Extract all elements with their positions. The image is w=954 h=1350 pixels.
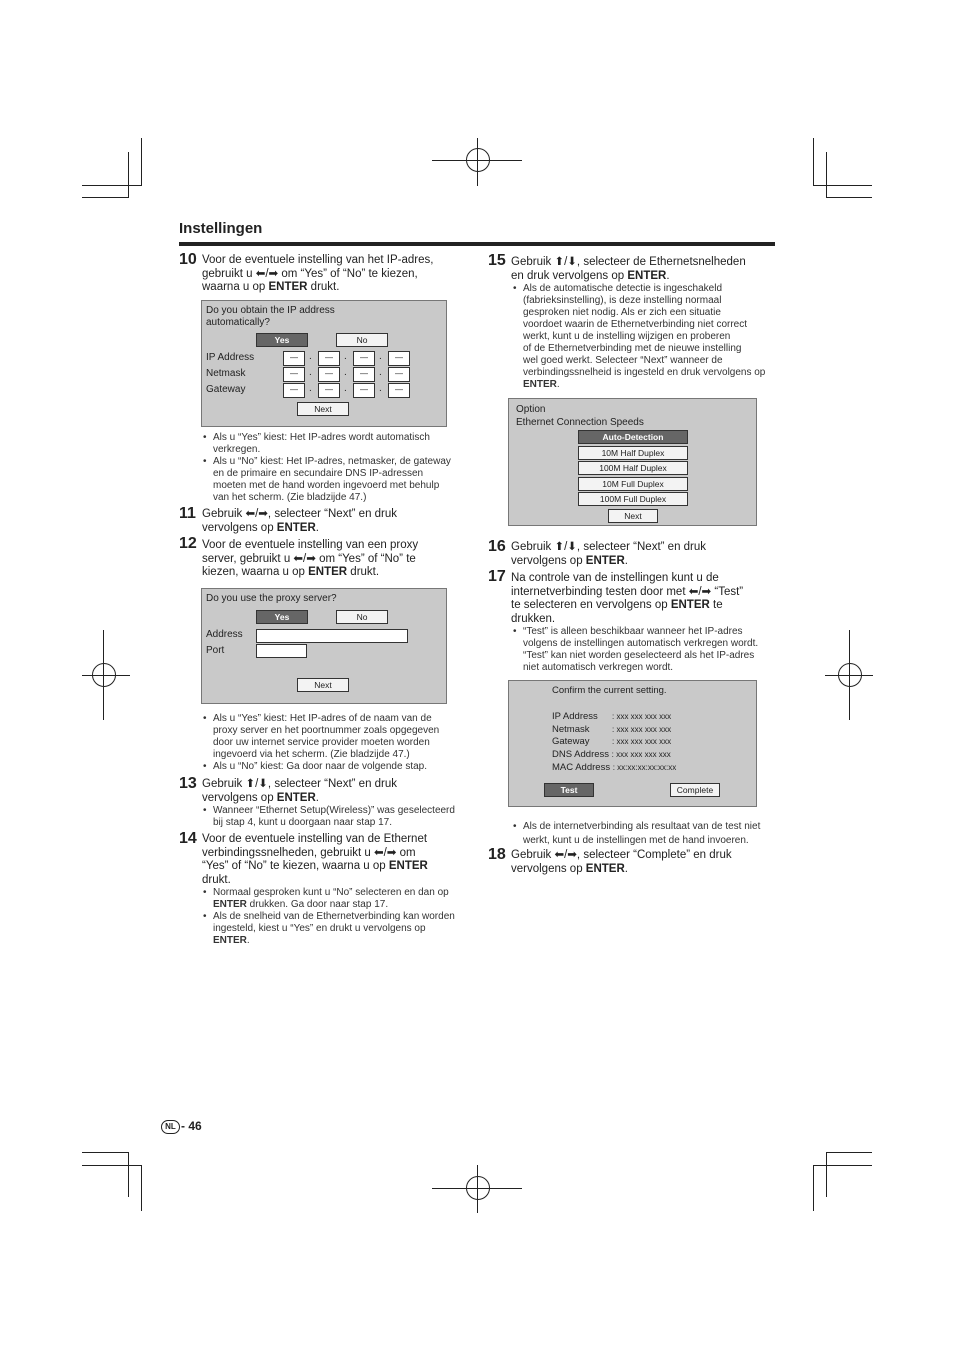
address-label: Address — [206, 629, 243, 640]
step-text: Voor de eventuele instelling van het IP-adres, gebruikt u ⬅/➡ om “Yes” of “No” te kiezen, waarna u op ENTER drukt. — [202, 254, 434, 293]
step-number: 12 — [179, 535, 197, 552]
step-text: Gebruik ⬅/➡, selecteer “Complete” en druk vervolgens op ENTER. — [511, 849, 732, 875]
step-number: 16 — [488, 538, 506, 555]
no-button[interactable]: No — [336, 333, 388, 347]
step-number: 10 — [179, 251, 197, 268]
netmask-field[interactable]: — — [283, 367, 305, 382]
10m-half-duplex-option[interactable]: 10M Half Duplex — [578, 446, 688, 460]
step-12-notes: • Als u “Yes” kiest: Het IP-adres of de naam van de proxy server en het poortnummer zoals opgegeven door uw internet service provider moeten worden ingevoerd via het scherm. (Zie bladzijde 47.) • Als u “No” kiest: Ga door naar de volgende stap. — [203, 713, 440, 772]
page-number: - 46 — [181, 1119, 202, 1133]
proxy-server-screen: Do you use the proxy server? Yes No Address Port Next — [201, 588, 447, 704]
step-text: Na controle van de instellingen kunt u de internetverbinding testen door met ⬅/➡ “Test” te selecteren en vervolgens op ENTER te drukken. — [511, 572, 744, 625]
step-number: 14 — [179, 830, 197, 847]
step-text: Voor de eventuele instelling van de Ethernet verbindingssnelheden, gebruikt u ⬅/➡ om “Yes” of “No” te kiezen, waarna u op ENTER drukt. — [202, 833, 428, 886]
test-button[interactable]: Test — [544, 783, 594, 797]
no-button[interactable]: No — [336, 610, 388, 624]
step-text: Gebruik ⬅/➡, selecteer “Next” en druk vervolgens op ENTER. — [202, 508, 398, 534]
ip-field[interactable]: — — [318, 351, 340, 366]
confirm-setting-screen: Confirm the current setting. IP Address : xxx xxx xxx xxx Netmask : xxx xxx xxx xxx Gateway : xxx xxx xxx xxx DNS Address : xxx xxx xxx xxx MAC Address : xx:xx:xx:xx:xx:xx Test Complete — [508, 680, 757, 807]
100m-half-duplex-option[interactable]: 100M Half Duplex — [578, 461, 688, 475]
step-number: 17 — [488, 568, 506, 585]
netmask-field[interactable]: — — [388, 367, 410, 382]
gateway-label: Gateway — [206, 384, 246, 395]
yes-button[interactable]: Yes — [256, 610, 308, 624]
ip-field[interactable]: — — [353, 351, 375, 366]
netmask-field[interactable]: — — [318, 367, 340, 382]
next-button[interactable]: Next — [608, 509, 658, 523]
heading-rule — [179, 242, 775, 246]
language-badge: NL — [161, 1120, 180, 1134]
step-number: 15 — [488, 252, 506, 269]
ethernet-speed-screen: Option Ethernet Connection Speeds Auto-Detection 10M Half Duplex 100M Half Duplex 10M Full Duplex 100M Full Duplex Next — [508, 398, 757, 526]
ip-address-screen: Do you obtain the IP address automatically? Yes No IP Address Netmask Gateway — . — . — . — — . — . — . — — . — . — . — Next — [201, 300, 447, 427]
gateway-field[interactable]: — — [283, 383, 305, 398]
section-heading: Instellingen — [179, 220, 263, 237]
step-number: 13 — [179, 775, 197, 792]
settings-list: IP Address : xxx xxx xxx xxx Netmask : xxx xxx xxx xxx Gateway : xxx xxx xxx xxx DNS Address : xxx xxx xxx xxx MAC Address : xx:xx:xx:xx:xx:xx — [552, 711, 677, 773]
step-number: 18 — [488, 846, 506, 863]
next-button[interactable]: Next — [297, 678, 349, 692]
gateway-field[interactable]: — — [388, 383, 410, 398]
complete-button[interactable]: Complete — [670, 783, 720, 797]
10m-full-duplex-option[interactable]: 10M Full Duplex — [578, 477, 688, 491]
port-label: Port — [206, 645, 225, 656]
next-button[interactable]: Next — [297, 402, 349, 416]
auto-detection-option[interactable]: Auto-Detection — [578, 430, 688, 444]
step-text: Gebruik ⬆/⬇, selecteer “Next” en druk vervolgens op ENTER. — [202, 778, 398, 804]
step-17-result-note: • Als de internetverbinding als resultaat van de test niet werkt, kunt u de instellingen met de hand invoeren. — [513, 821, 761, 846]
step-text: Gebruik ⬆/⬇, selecteer de Ethernetsnelheden en druk vervolgens op ENTER. — [511, 256, 746, 282]
step-10-notes: • Als u “Yes” kiest: Het IP-adres wordt automatisch verkregen. • Als u “No” kiest: Het IP-adres, netmasker, de gateway en de primaire en secundaire DNS IP-adressen moeten met de hand worden ingevoerd met behulp van het scherm. (Zie bladzijde 47.) — [203, 432, 451, 503]
step-text: Voor de eventuele instelling van een proxy server, gebruikt u ⬅/➡ om “Yes” of “No” te kiezen, waarna u op ENTER drukt. — [202, 539, 419, 578]
step-text: Gebruik ⬆/⬇, selecteer “Next” en druk vervolgens op ENTER. — [511, 541, 707, 567]
netmask-field[interactable]: — — [353, 367, 375, 382]
ip-field[interactable]: — — [388, 351, 410, 366]
port-input[interactable] — [256, 644, 307, 658]
gateway-field[interactable]: — — [318, 383, 340, 398]
ip-address-label: IP Address — [206, 352, 255, 363]
100m-full-duplex-option[interactable]: 100M Full Duplex — [578, 492, 688, 506]
gateway-field[interactable]: — — [353, 383, 375, 398]
netmask-label: Netmask — [206, 368, 246, 379]
address-input[interactable] — [256, 629, 408, 643]
yes-button[interactable]: Yes — [256, 333, 308, 347]
ip-field[interactable]: — — [283, 351, 305, 366]
step-number: 11 — [179, 505, 196, 522]
